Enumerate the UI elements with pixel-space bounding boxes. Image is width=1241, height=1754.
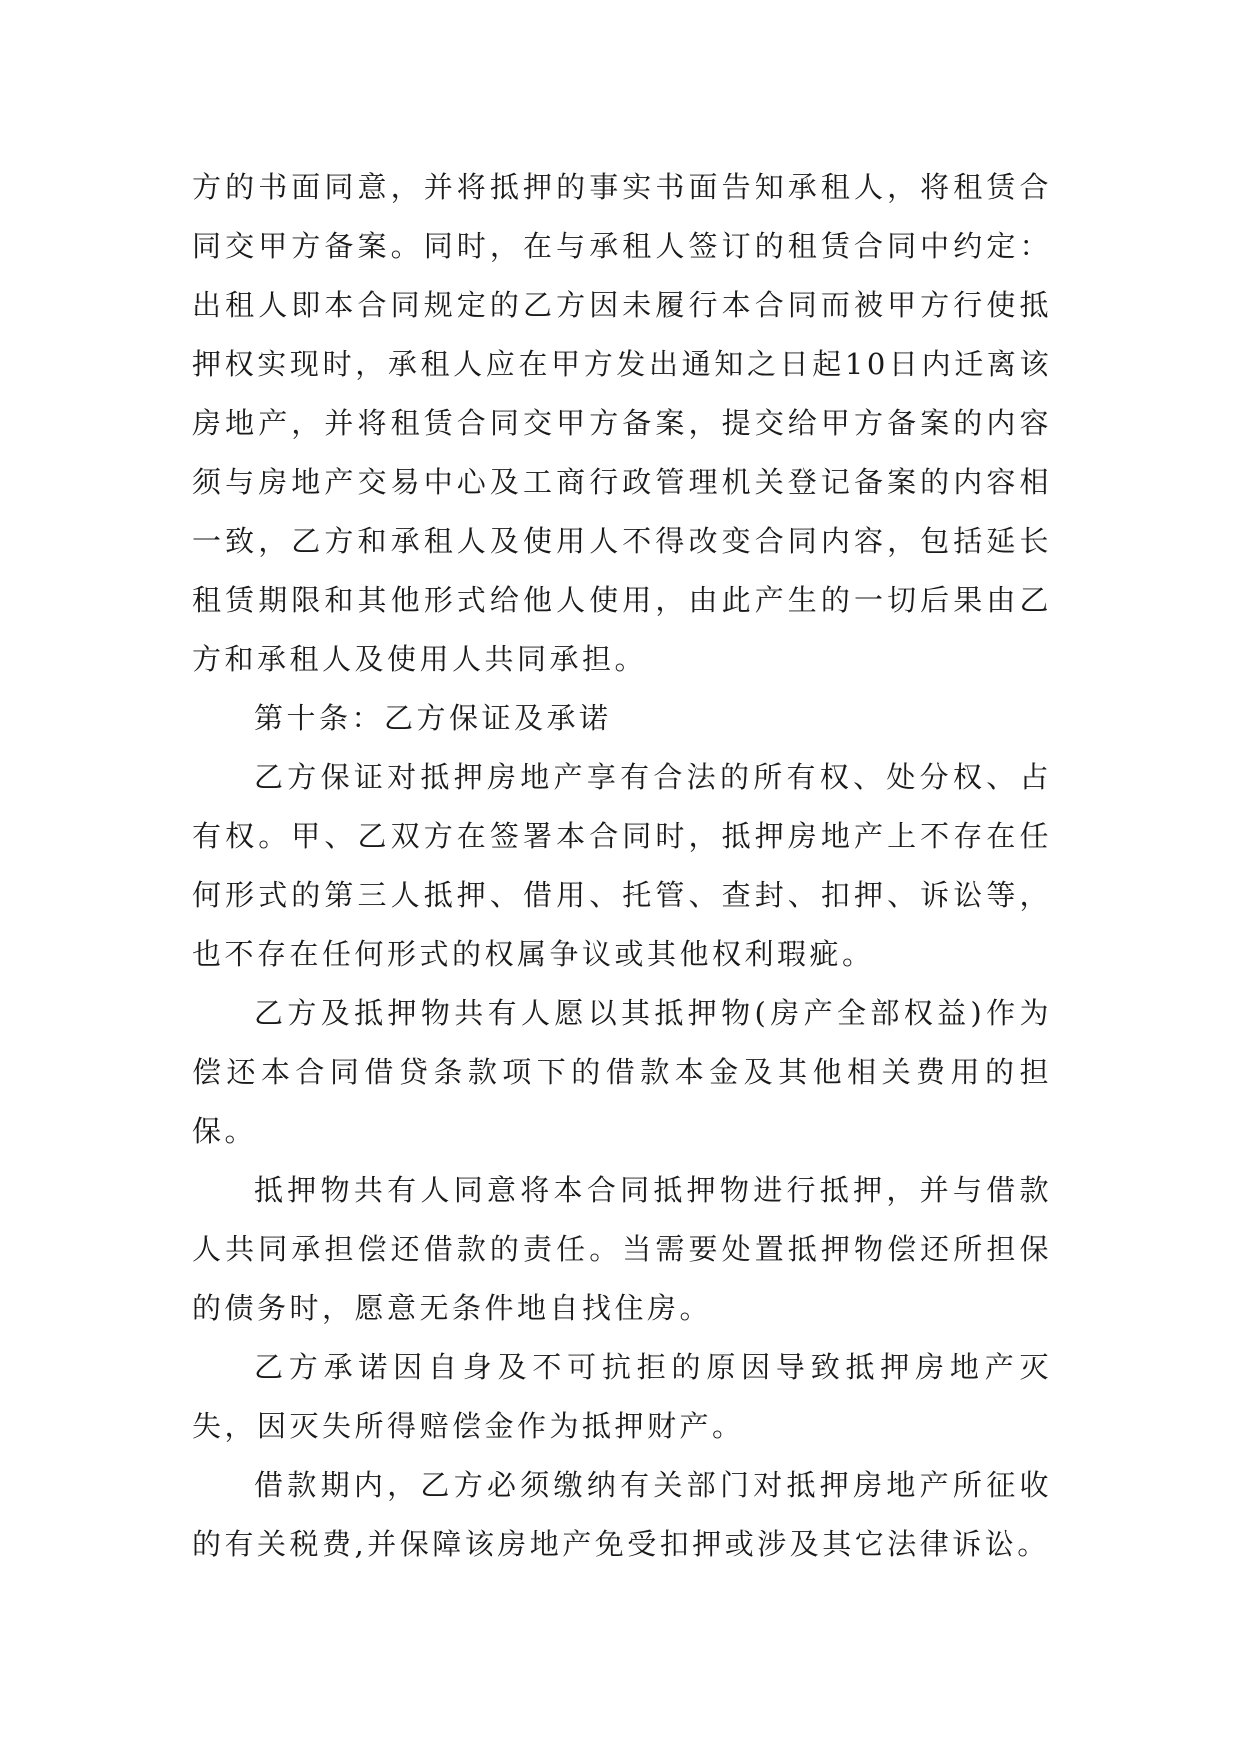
document-body [192,158,1052,1574]
paragraph-ownership-guarantee: 乙方保证对抵押房地产享有合法的所有权、处分权、占有权。甲、乙双方在签署本合同时，抵押房地产上不存在任何形式的第三人抵押、借用、托管、查封、扣押、诉讼等，也不存在任何形式的权属争议或其他权利瑕疵。 [192,760,1052,971]
section-heading-article-10: 第十条：乙方保证及承诺 [254,701,612,735]
paragraph-loss-compensation: 乙方承诺因自身及不可抗拒的原因导致抵押房地产灭失，因灭失所得赔偿金作为抵押财产。 [192,1350,1052,1443]
paragraph-co-owner-consent: 抵押物共有人同意将本合同抵押物进行抵押，并与借款人共同承担偿还借款的责任。当需要处置抵押物偿还所担保的债务时，愿意无条件地自找住房。 [192,1173,1052,1325]
paragraph-continued: 方的书面同意，并将抵押的事实书面告知承租人，将租赁合同交甲方备案。同时，在与承租人签订的租赁合同中约定：出租人即本合同规定的乙方因未履行本合同而被甲方行使抵押权实现时，承租人应在甲方发出通知之日起10日内迁离该房地产，并将租赁合同交甲方备案，提交给甲方备案的内容须与房地产交易中心及工商行政管理机关登记备案的内容相一致，乙方和承租人及使用人不得改变合同内容，包括延长租赁期限和其他形式给他人使用，由此产生的一切后果由乙方和承租人及使用人共同承担。 [192,170,1052,676]
paragraph-collateral-guarantee: 乙方及抵押物共有人愿以其抵押物(房产全部权益)作为偿还本合同借贷条款项下的借款本金及其他相关费用的担保。 [192,996,1052,1148]
paragraph-tax-obligation: 借款期内，乙方必须缴纳有关部门对抵押房地产所征收的有关税费,并保障该房地产免受扣押或涉及其它法律诉讼。 [192,1468,1052,1561]
